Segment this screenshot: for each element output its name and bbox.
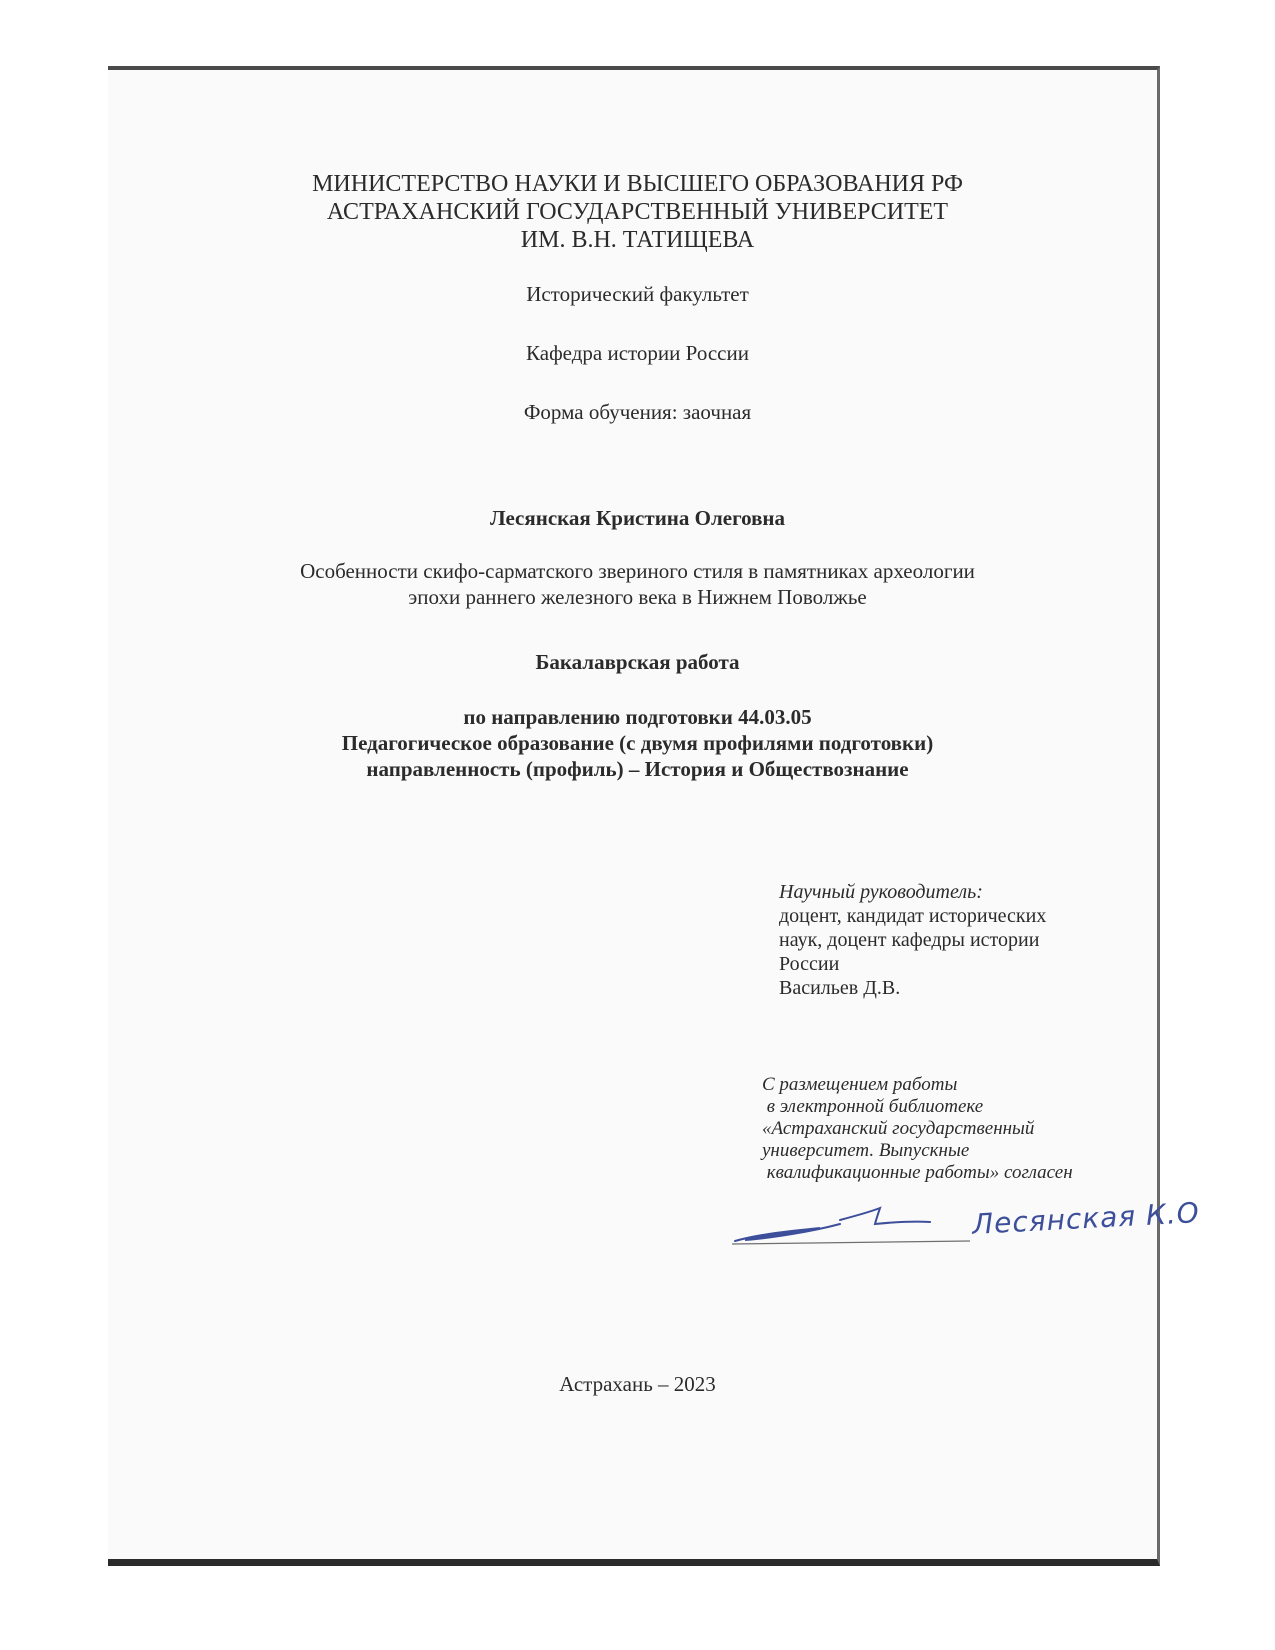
city-year: Астрахань – 2023: [559, 1372, 716, 1396]
thesis-title-line-2: эпохи раннего железного века в Нижнем Поволжье: [408, 585, 867, 609]
department: Кафедра истории России: [526, 341, 749, 365]
supervisor-line-2: наук, доцент кафедры истории: [779, 929, 1040, 951]
work-type: Бакалаврская работа: [535, 650, 740, 674]
direction-line-1: по направлению подготовки 44.03.05: [463, 705, 812, 729]
consent-line-5: квалификационные работы» согласен: [762, 1162, 1073, 1183]
consent-line-3: «Астраханский государственный: [762, 1118, 1035, 1139]
consent-line-2: в электронной библиотеке: [762, 1096, 984, 1117]
faculty: Исторический факультет: [526, 282, 749, 306]
ministry-line-3: ИМ. В.Н. ТАТИЩЕВА: [520, 227, 755, 253]
consent-line-1: С размещением работы: [762, 1074, 958, 1095]
direction-line-2: Педагогическое образование (с двумя профилями подготовки): [341, 731, 934, 755]
consent-line-4: университет. Выпускные: [762, 1140, 970, 1161]
ministry-line-1: МИНИСТЕРСТВО НАУКИ И ВЫСШЕГО ОБРАЗОВАНИЯ РФ: [312, 171, 963, 197]
handwritten-signature: [730, 1196, 980, 1256]
supervisor-name: Васильев Д.В.: [779, 977, 901, 999]
author-name: Лесянская Кристина Олеговна: [489, 506, 786, 530]
ministry-header: [0, 170, 1275, 254]
library-consent: [762, 1074, 1073, 1184]
supervisor-line-1: доцент, кандидат исторических: [779, 905, 1047, 927]
study-form: Форма обучения: заочная: [523, 400, 752, 424]
handwritten-name: Лесянская К.О: [971, 1196, 1201, 1241]
direction-line-3: направленность (профиль) – История и Обществознание: [366, 757, 909, 781]
supervisor-block: [779, 880, 1046, 1000]
signature-line: [732, 1241, 970, 1244]
thesis-title: [0, 558, 1275, 610]
thesis-title-line-1: Особенности скифо-сарматского звериного стиля в памятниках археологии: [300, 559, 975, 583]
ministry-line-2: АСТРАХАНСКИЙ ГОСУДАРСТВЕННЫЙ УНИВЕРСИТЕТ: [326, 199, 949, 225]
study-direction: [0, 704, 1275, 782]
supervisor-label: Научный руководитель:: [779, 881, 983, 903]
supervisor-line-3: России: [779, 953, 840, 975]
